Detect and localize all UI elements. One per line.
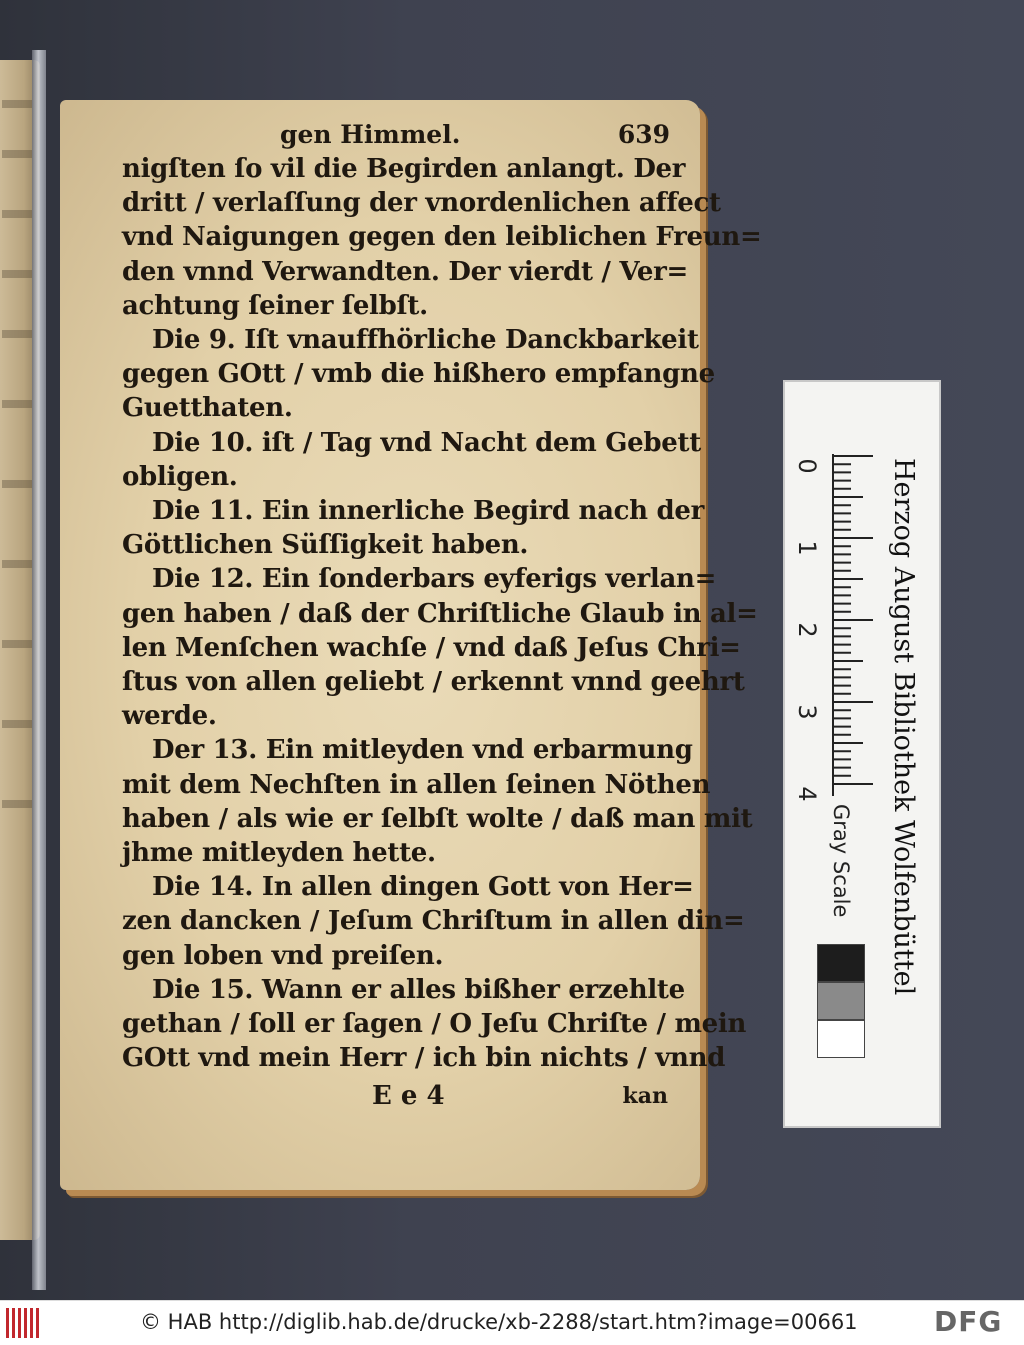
text-line: haben / als wie er ſelbſt wolte / daß man mit: [122, 803, 753, 834]
text-line: achtung ſeiner ſelbſt.: [122, 290, 428, 321]
text-line: gen haben / daß der Chriſtliche Glaub in al=: [122, 598, 758, 629]
text-line: gegen GOtt / vmb die hißhero empfangne: [122, 359, 715, 390]
text-line: Der 13. Ein mitleyden vnd erbarmung: [152, 735, 693, 766]
text-line: Göttlichen Süſſigkeit haben.: [122, 530, 529, 561]
footer-bar: [0, 1300, 1024, 1345]
gray-swatch-gray: [817, 982, 865, 1020]
text-line: ſtus von allen geliebt / erkennt vnnd geehrt: [122, 667, 745, 698]
text-line: nigſten ſo vil die Begirden anlangt. Der: [122, 154, 686, 184]
text-line: Guetthaten.: [122, 393, 293, 424]
institution-name: Herzog August Bibliothek Wolfenbüttel: [888, 458, 919, 996]
text-line: obligen.: [122, 461, 238, 492]
text-line: mit dem Nechſten in allen ſeinen Nöthen: [122, 769, 711, 800]
page-number: 639: [617, 120, 670, 149]
text-line: Die 12. Ein ſonderbars eyferigs verlan=: [152, 564, 717, 595]
catchword: kan: [622, 1083, 668, 1110]
ruler-number: 2: [793, 622, 821, 638]
text-line: gen loben vnd preiſen.: [122, 940, 444, 971]
running-head: gen Himmel.: [280, 120, 461, 149]
copyright-link[interactable]: © HAB http://diglib.hab.de/drucke/xb-2288/start.htm?image=00661: [140, 1310, 858, 1334]
page-header: [122, 118, 670, 152]
gray-scale-label: Gray Scale: [829, 804, 853, 918]
book-page: [60, 100, 762, 1190]
ruler-number: 0: [793, 458, 821, 474]
ruler-number: 1: [793, 540, 821, 556]
text-line: zen dancken / Jeſum Chriſtum in allen din=: [122, 906, 745, 937]
text-line: den vnnd Verwandten. Der vierdt / Ver=: [122, 256, 688, 287]
page-text-block: [122, 118, 762, 1113]
text-line: GOtt vnd mein Herr / ich bin nichts / vnnd: [122, 1043, 726, 1074]
gray-swatch-white: [817, 1020, 865, 1058]
text-lines: [122, 152, 762, 1075]
text-line: Die 10. iſt / Tag vnd Nacht dem Gebett: [152, 427, 701, 458]
text-line: dritt / verlaſſung der vnordenlichen affect: [122, 188, 721, 219]
dfg-logo: DFG: [934, 1305, 1003, 1338]
text-line: Die 11. Ein innerliche Begird nach der: [152, 496, 705, 527]
book-spine-glass: [32, 50, 46, 1290]
text-line: Die 15. Wann er alles bißher erzehlte: [152, 974, 685, 1005]
text-line: len Menſchen wachſe / vnd daß Jeſus Chri=: [122, 632, 741, 663]
text-line: Die 14. In allen dingen Gott von Her=: [152, 872, 694, 903]
signature-mark: E e 4: [372, 1081, 445, 1112]
text-line: gethan / ſoll er ſagen / O Jeſu Chriſte / mein: [122, 1009, 747, 1040]
text-line: vnd Naigungen gegen den leiblichen Freun=: [122, 222, 762, 253]
scale-ruler: [783, 380, 941, 1128]
hab-logo-icon: [6, 1308, 42, 1338]
text-line: jhme mitleyden hette.: [122, 838, 436, 869]
ruler-number: 3: [793, 704, 821, 720]
text-line: werde.: [122, 701, 217, 732]
page-footer: [122, 1079, 668, 1113]
text-line: Die 9. Iſt vnauffhörliche Danckbarkeit: [152, 325, 699, 356]
gray-swatch-black: [817, 944, 865, 982]
ruler-number: 4: [793, 786, 821, 802]
